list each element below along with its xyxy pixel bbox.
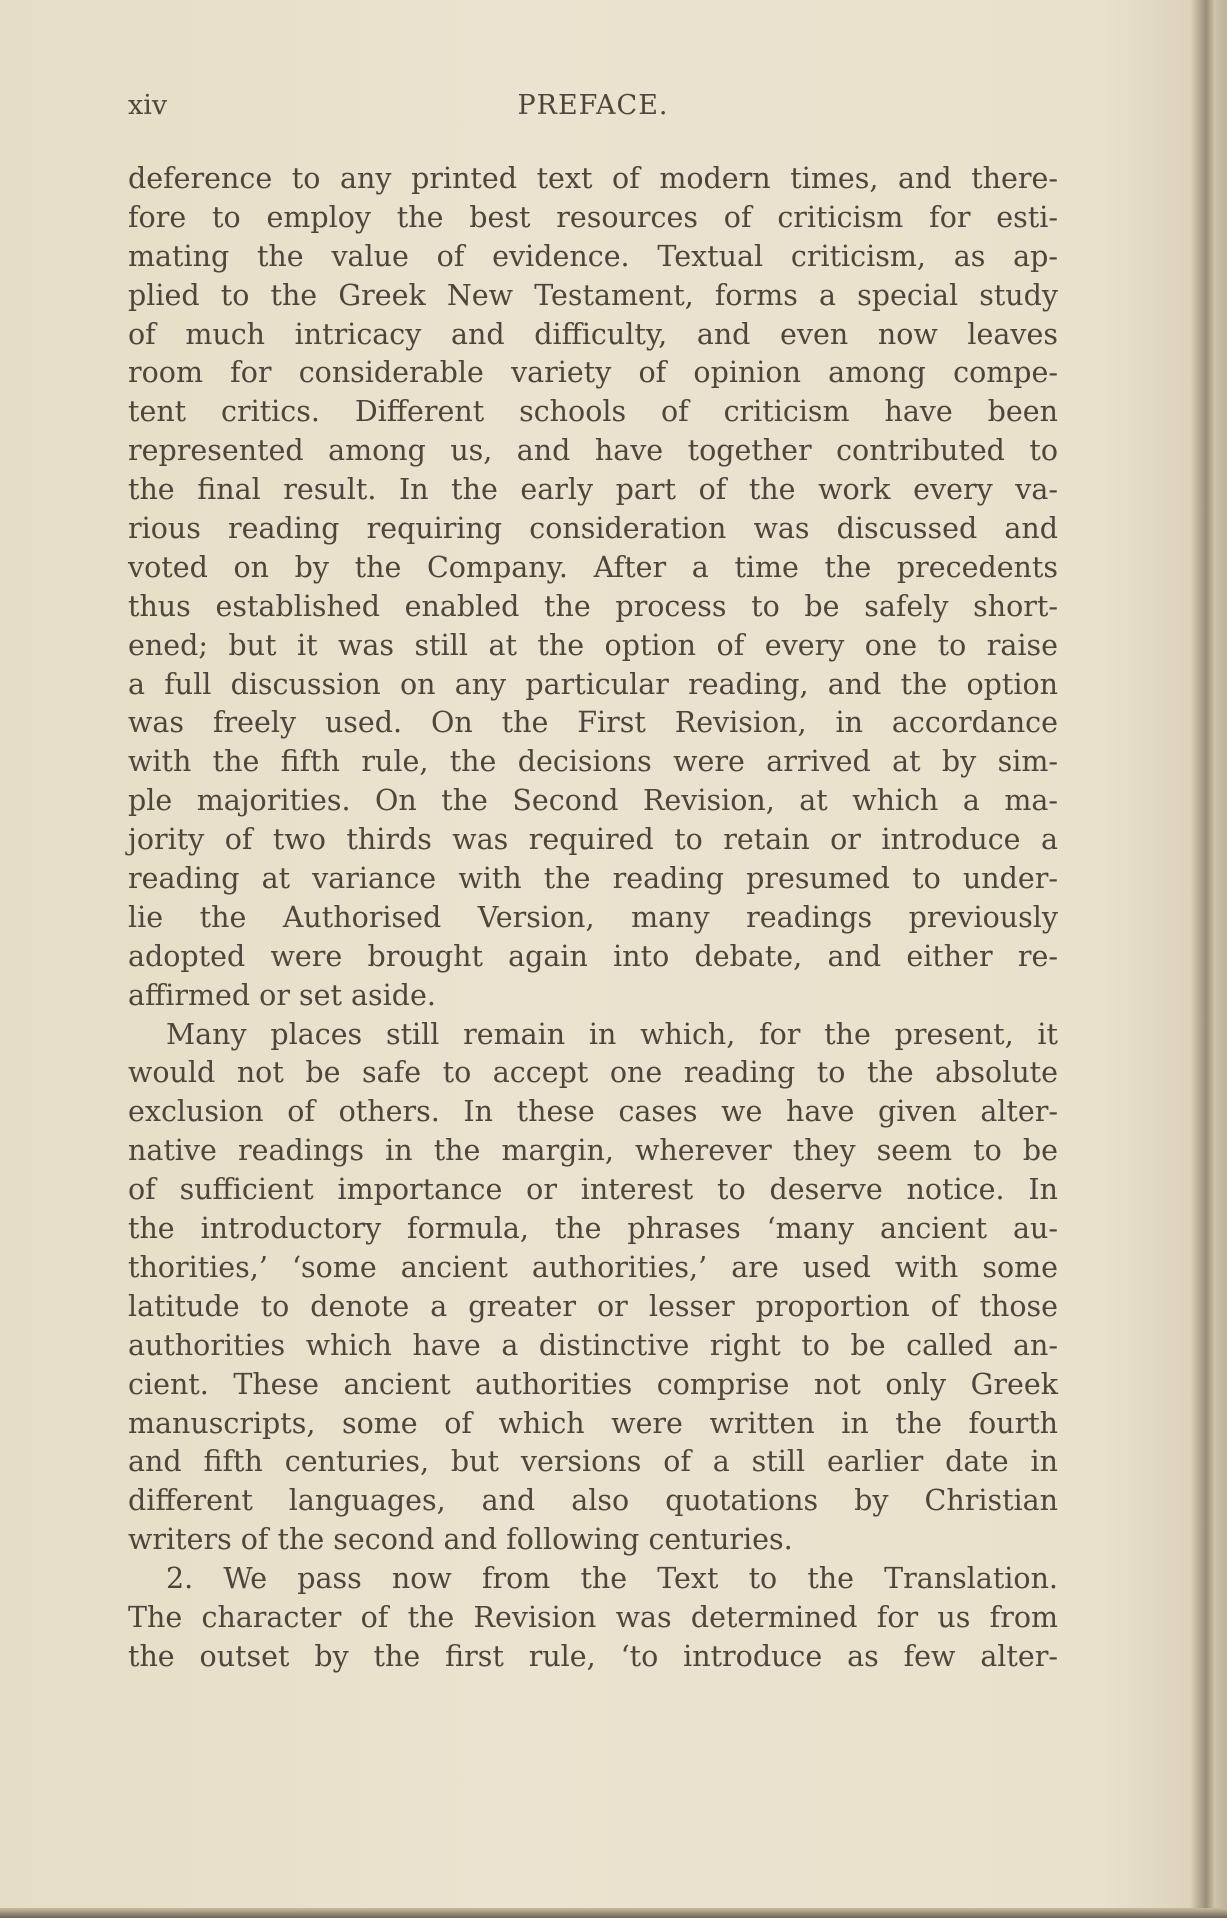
text-line: with the fifth rule, the decisions were arrived at by sim-	[128, 745, 1058, 779]
text-line: thus established enabled the process to be safely short-	[128, 589, 1058, 623]
text-line: of much intricacy and difficulty, and even now leaves	[128, 317, 1058, 351]
text-line: adopted were brought again into debate, and either re-	[128, 939, 1058, 973]
text-line: latitude to denote a greater or lesser proportion of those	[128, 1289, 1058, 1323]
text-line: Many places still remain in which, for the present, it	[166, 1017, 1058, 1051]
text-line: the final result. In the early part of the work every va-	[128, 473, 1058, 507]
text-line: deference to any printed text of modern times, and there-	[128, 162, 1058, 195]
text-line: a full discussion on any particular reading, and the option	[128, 667, 1058, 701]
text-line: native readings in the margin, wherever they seem to be	[128, 1134, 1058, 1168]
text-line: plied to the Greek New Testament, forms a special study	[128, 278, 1058, 312]
text-line: mating the value of evidence. Textual criticism, as ap-	[128, 239, 1058, 273]
text-line: ened; but it was still at the option of every one to raise	[128, 628, 1058, 662]
text-line: affirmed or set aside.	[128, 978, 436, 1012]
text-line: room for considerable variety of opinion among compe-	[128, 356, 1058, 390]
text-line: would not be safe to accept one reading to the absolute	[128, 1056, 1058, 1090]
text-line: the introductory formula, the phrases ‘many ancient au-	[128, 1212, 1058, 1246]
page-edge	[0, 1908, 1227, 1918]
text-line: voted on by the Company. After a time the precedents	[128, 550, 1058, 584]
text-line: The character of the Revision was determined for us from	[128, 1600, 1058, 1634]
text-line: reading at variance with the reading presumed to under-	[128, 862, 1058, 896]
text-line: exclusion of others. In these cases we have given alter-	[128, 1095, 1058, 1129]
text-line: tent critics. Different schools of criticism have been	[128, 395, 1058, 429]
text-line: jority of two thirds was required to retain or introduce a	[128, 823, 1058, 857]
text-line: thorities,’ ‘some ancient authorities,’ are used with some	[128, 1250, 1058, 1284]
text-line: and fifth centuries, but versions of a still earlier date in	[128, 1445, 1058, 1479]
text-line: the outset by the first rule, ‘to introduce as few alter-	[128, 1639, 1058, 1673]
text-line: 2. We pass now from the Text to the Translation.	[166, 1562, 1058, 1596]
text-line: of sufficient importance or interest to deserve notice. In	[128, 1173, 1058, 1207]
text-line: authorities which have a distinctive right to be called an-	[128, 1328, 1058, 1362]
text-line: was freely used. On the First Revision, in accordance	[128, 706, 1058, 740]
text-line: rious reading requiring consideration was discussed and	[128, 512, 1058, 546]
running-title: PREFACE.	[517, 90, 669, 121]
text-line: different languages, and also quotations by Christian	[128, 1484, 1058, 1518]
text-line: manuscripts, some of which were written in the fourth	[128, 1406, 1058, 1440]
page-number: xiv	[128, 90, 168, 121]
body-text	[128, 160, 1058, 1677]
text-line: fore to employ the best resources of criticism for esti-	[128, 200, 1058, 234]
text-line: lie the Authorised Version, many readings previously	[128, 900, 1058, 934]
page-header	[128, 90, 1058, 130]
text-line: ple majorities. On the Second Revision, at which a ma-	[128, 784, 1058, 818]
text-line: cient. These ancient authorities comprise not only Greek	[128, 1367, 1058, 1401]
text-line: writers of the second and following centuries.	[128, 1523, 793, 1557]
text-line: represented among us, and have together contributed to	[128, 434, 1058, 468]
